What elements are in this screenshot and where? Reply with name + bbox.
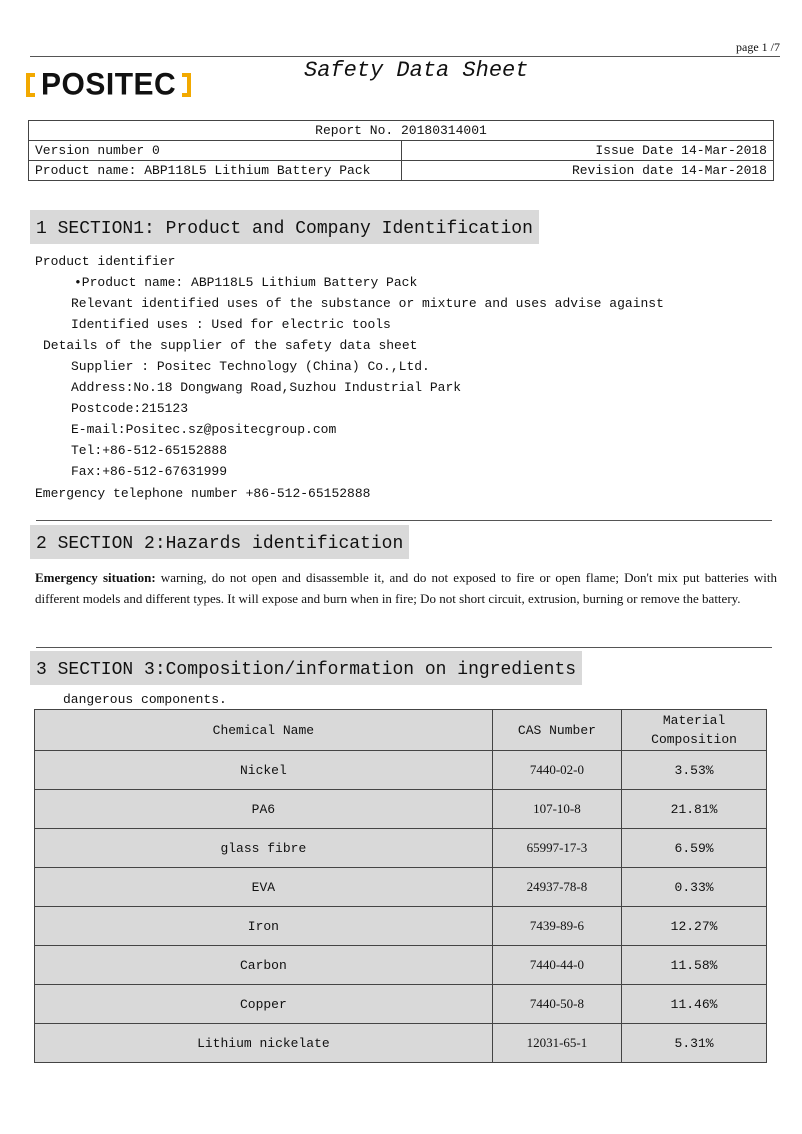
emergency-label: Emergency situation: (35, 570, 156, 585)
table-row (35, 829, 767, 868)
section2-heading: 2 SECTION 2:Hazards identification (30, 525, 409, 559)
page-number: page 1 /7 (736, 40, 780, 54)
chemical-name: Copper (35, 985, 493, 1024)
column-header-cas-number: CAS Number (492, 710, 621, 751)
cas-number: 24937-78-8 (492, 868, 621, 907)
section1-line: Details of the supplier of the safety data sheet (43, 338, 418, 353)
chemical-name: Lithium nickelate (35, 1024, 493, 1063)
chemical-name: glass fibre (35, 829, 493, 868)
report-number: Report No. 20180314001 (29, 121, 774, 141)
composition: 11.58% (622, 946, 767, 985)
logo-left-bracket (26, 73, 35, 97)
cas-number: 7439-89-6 (492, 907, 621, 946)
cas-number: 7440-02-0 (492, 751, 621, 790)
table-row (35, 907, 767, 946)
chemical-name: Carbon (35, 946, 493, 985)
section1-line: Identified uses : Used for electric tools (71, 317, 391, 332)
composition: 11.46% (622, 985, 767, 1024)
section1-line: •Product name: ABP118L5 Lithium Battery Pack (74, 275, 418, 290)
section-divider (36, 647, 772, 648)
chemical-name: Nickel (35, 751, 493, 790)
composition: 12.27% (622, 907, 767, 946)
positec-logo (26, 67, 191, 102)
document-title: Safety Data Sheet (304, 58, 529, 83)
table-row (35, 1024, 767, 1063)
chemical-name: Iron (35, 907, 493, 946)
hazards-paragraph (35, 567, 777, 609)
header-divider (30, 56, 780, 57)
section1-line: Fax:+86-512-67631999 (71, 464, 228, 479)
composition: 21.81% (622, 790, 767, 829)
ingredients-table (34, 709, 767, 1063)
report-info-table (28, 120, 774, 181)
column-header-chemical-name: Chemical Name (35, 710, 493, 751)
composition: 0.33% (622, 868, 767, 907)
section3-intro: dangerous components. (63, 692, 227, 707)
composition: 3.53% (622, 751, 767, 790)
column-header-composition: Material Composition (622, 710, 767, 751)
section1-heading: 1 SECTION1: Product and Company Identification (30, 210, 539, 244)
composition: 5.31% (622, 1024, 767, 1063)
logo-right-bracket (182, 73, 191, 97)
logo-text: POSITEC (41, 67, 177, 102)
section1-line: Supplier : Positec Technology (China) Co.,Ltd. (71, 359, 430, 374)
chemical-name: PA6 (35, 790, 493, 829)
emergency-text: warning, do not open and disassemble it, and do not exposed to fire or open flame; Don't mix put batteries with different models and different types. It will expose and burn when in fire; Do not short circuit, extrusion, burning or remove the battery. (35, 570, 777, 606)
table-row (35, 946, 767, 985)
section1-line: Tel:+86-512-65152888 (71, 443, 228, 458)
cas-number: 7440-44-0 (492, 946, 621, 985)
section1-line: Emergency telephone number +86-512-65152888 (35, 486, 371, 501)
section1-line: E-mail:Positec.sz@positecgroup.com (71, 422, 337, 437)
cas-number: 12031-65-1 (492, 1024, 621, 1063)
product-name: Product name: ABP118L5 Lithium Battery Pack (29, 161, 402, 181)
table-row (35, 985, 767, 1024)
section3-heading: 3 SECTION 3:Composition/information on ingredients (30, 651, 582, 685)
section1-line: Address:No.18 Dongwang Road,Suzhou Industrial Park (71, 380, 462, 395)
section1-line: Product identifier (35, 254, 176, 269)
table-row (35, 868, 767, 907)
section-divider (36, 520, 772, 521)
cas-number: 107-10-8 (492, 790, 621, 829)
cas-number: 7440-50-8 (492, 985, 621, 1024)
section1-line: Postcode:215123 (71, 401, 189, 416)
chemical-name: EVA (35, 868, 493, 907)
section1-line: Relevant identified uses of the substance or mixture and uses advise against (71, 296, 664, 311)
composition: 6.59% (622, 829, 767, 868)
issue-date: Issue Date 14-Mar-2018 (402, 141, 774, 161)
version-number: Version number 0 (29, 141, 402, 161)
table-row (35, 790, 767, 829)
revision-date: Revision date 14-Mar-2018 (402, 161, 774, 181)
table-row (35, 751, 767, 790)
cas-number: 65997-17-3 (492, 829, 621, 868)
